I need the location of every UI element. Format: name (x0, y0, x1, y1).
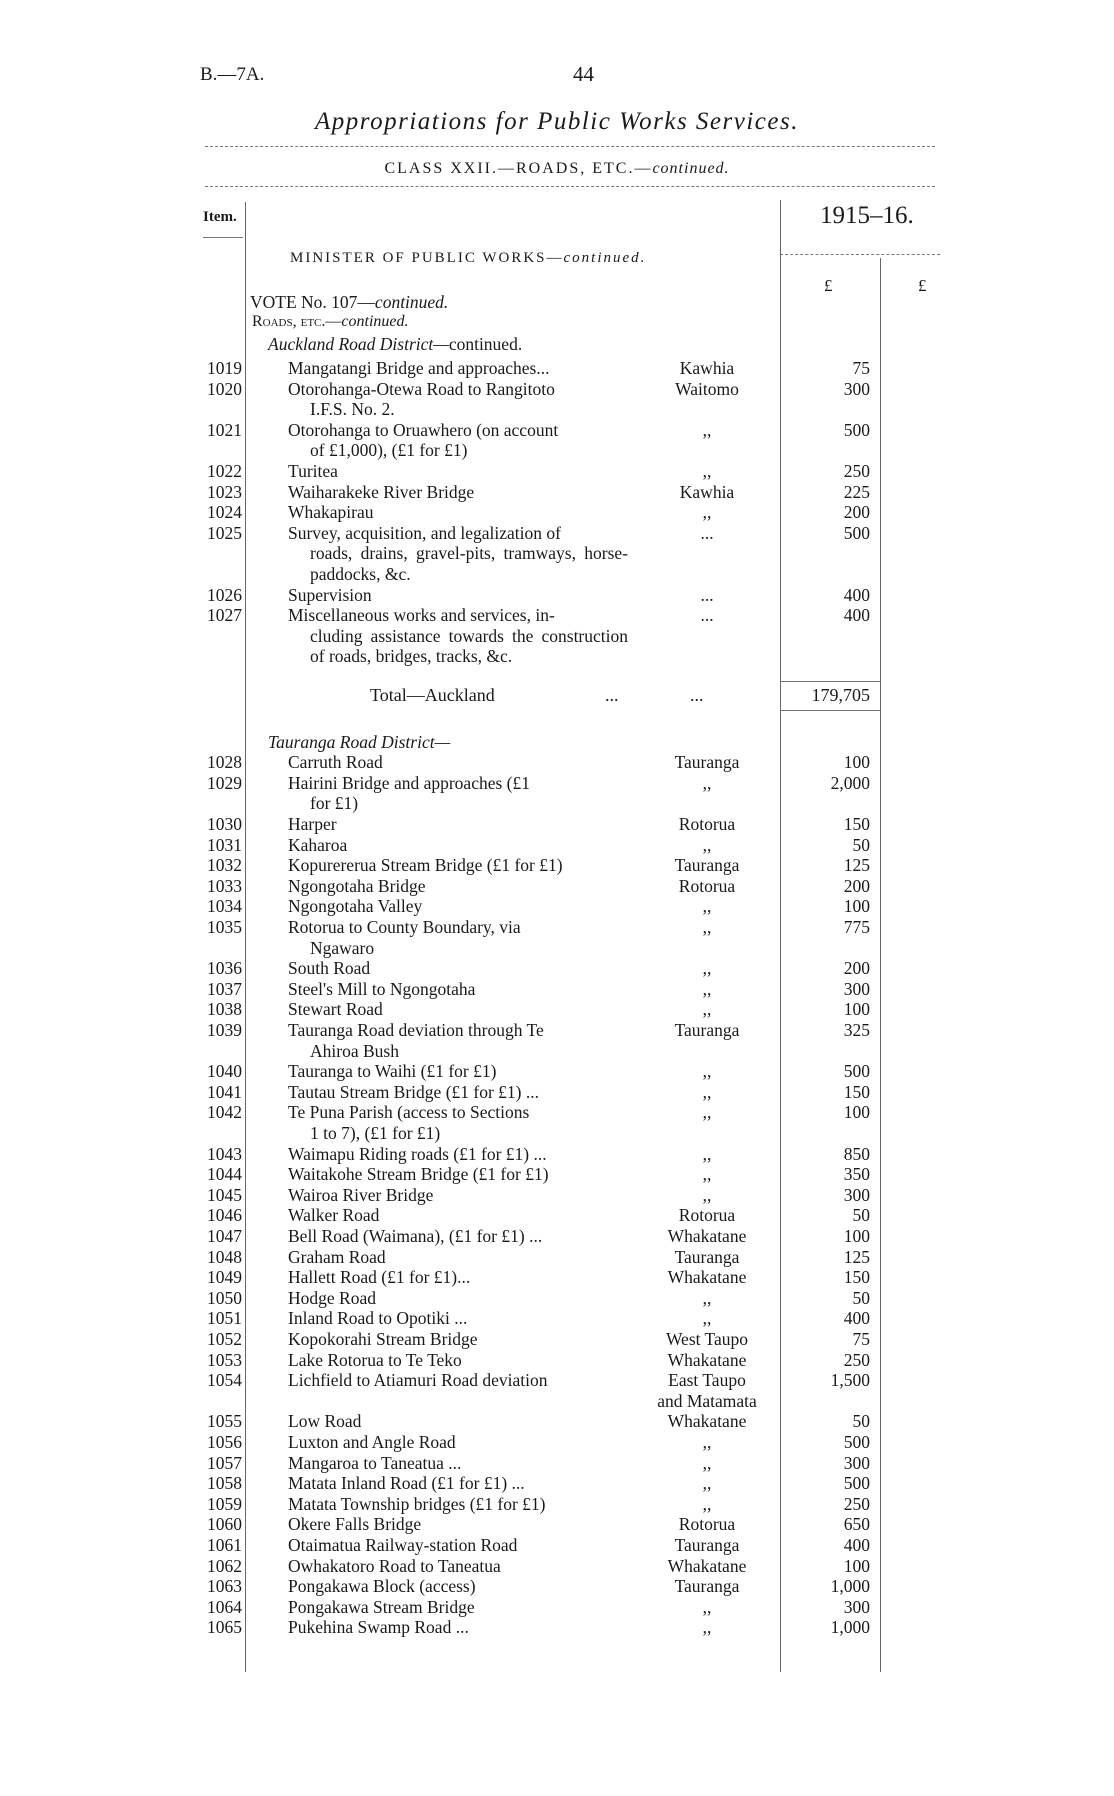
title-rule (205, 146, 935, 147)
item-description (288, 585, 628, 606)
item-description (288, 1164, 628, 1185)
item-description (288, 1617, 628, 1638)
item-location: West Taupo (665, 1329, 749, 1349)
item-location: Kawhia (679, 481, 735, 502)
item-number: 1022 (207, 461, 242, 481)
item-description-text: Pongakawa Block (access) (288, 1576, 476, 1597)
item-description-text: Tauranga to Waihi (£1 for £1) (288, 1061, 497, 1082)
item-description (288, 979, 628, 1000)
item-description (288, 999, 628, 1020)
item-description (288, 1411, 628, 1432)
item-location: ... (700, 584, 714, 605)
item-amount: 400 (843, 584, 870, 605)
item-amount: 1,500 (830, 1370, 870, 1391)
item-description (288, 752, 628, 773)
item-description-text: Ngongotaha Valley (288, 896, 423, 917)
item-description (288, 461, 628, 482)
item-number: 1054 (207, 1370, 242, 1391)
item-description-text: Miscellaneous works and services, in- (288, 605, 555, 626)
item-description-continued: Ahiroa Bush (310, 1040, 399, 1061)
item-description (288, 876, 628, 897)
item-description-text: Pukehina Swamp Road ... (288, 1617, 469, 1638)
roads-heading: Roads, etc.—continued. (252, 313, 409, 330)
item-description (288, 1308, 628, 1329)
item-description-text: Luxton and Angle Road (288, 1432, 456, 1452)
item-number: 1061 (207, 1535, 242, 1555)
item-amount: 75 (852, 1329, 870, 1349)
item-number: 1058 (207, 1473, 242, 1494)
item-location: East Taupo (668, 1370, 746, 1391)
year-header: 1915–16. (820, 202, 914, 229)
item-amount: 500 (843, 522, 870, 543)
item-description (288, 1082, 628, 1103)
item-amount: 50 (852, 834, 870, 855)
item-location: Whakatane (667, 1267, 747, 1288)
item-location: ,, (702, 419, 712, 440)
item-location: Whakatane (667, 1411, 747, 1432)
item-location: ,, (702, 1143, 712, 1164)
item-location: Tauranga (674, 855, 740, 876)
item-number: 1030 (207, 814, 242, 834)
item-location: ,, (702, 999, 712, 1020)
item-number: 1044 (207, 1164, 242, 1185)
item-description (288, 1350, 628, 1371)
item-header-rule (203, 237, 243, 238)
item-location: ,, (702, 772, 712, 793)
item-location: ,, (702, 834, 712, 855)
item-number: 1053 (207, 1349, 242, 1370)
tauranga-district-heading: Tauranga Road District— (268, 731, 451, 752)
item-location: ,, (702, 1164, 712, 1185)
year-rule (780, 254, 940, 255)
item-description-text: Survey, acquisition, and legalization of (288, 522, 561, 543)
item-description (288, 1535, 628, 1556)
total-leader-1: ... (605, 685, 619, 705)
item-amount: 100 (843, 1226, 870, 1246)
item-number: 1057 (207, 1452, 242, 1473)
item-description-text: Waitakohe Stream Bridge (£1 for £1) (288, 1164, 549, 1185)
item-description-text: Kopokorahi Stream Bridge (288, 1329, 478, 1349)
total-leader-2: ... (690, 685, 704, 705)
item-amount: 100 (843, 896, 870, 917)
item-amount: 775 (843, 917, 870, 937)
item-amount: 400 (843, 605, 870, 626)
item-number: 1064 (207, 1596, 242, 1617)
item-number: 1034 (207, 896, 242, 917)
item-number: 1028 (207, 752, 242, 773)
item-number: 1046 (207, 1205, 242, 1226)
item-location: ,, (702, 1308, 712, 1329)
item-description-text: Matata Inland Road (£1 for £1) ... (288, 1473, 525, 1494)
item-description-text: Lake Rotorua to Te Teko (288, 1349, 462, 1370)
item-amount: 300 (843, 1596, 870, 1617)
item-location: Tauranga (674, 1576, 740, 1597)
item-number: 1065 (207, 1617, 242, 1638)
item-amount: 100 (843, 1102, 870, 1123)
item-number: 1050 (207, 1287, 242, 1308)
item-description (288, 1370, 628, 1391)
item-description-text: Otorohanga to Oruawhero (on account (288, 419, 559, 440)
item-number: 1049 (207, 1267, 242, 1288)
item-number: 1037 (207, 978, 242, 999)
page-title: Appropriations for Public Works Services. (315, 108, 799, 135)
item-number: 1020 (207, 378, 242, 399)
item-number: 1047 (207, 1226, 242, 1246)
item-description-text: Owhakatoro Road to Taneatua (288, 1555, 501, 1576)
item-location: Tauranga (674, 1246, 740, 1267)
item-description (288, 1267, 628, 1288)
item-description-text: Kaharoa (288, 834, 348, 855)
item-description (288, 814, 628, 835)
item-number: 1055 (207, 1411, 242, 1432)
item-description-text: Waimapu Riding roads (£1 for £1) ... (288, 1143, 547, 1164)
item-description (288, 1144, 628, 1165)
item-description (288, 1494, 628, 1515)
item-amount: 200 (843, 958, 870, 979)
item-number: 1039 (207, 1020, 242, 1040)
item-description-text: Walker Road (288, 1205, 380, 1226)
item-description-text: Stewart Road (288, 999, 383, 1020)
item-location: Whakatane (667, 1349, 747, 1370)
item-description (288, 1226, 628, 1247)
item-amount: 250 (843, 461, 870, 481)
item-number: 1026 (207, 584, 242, 605)
item-location: ,, (702, 1493, 712, 1514)
item-amount: 50 (852, 1287, 870, 1308)
item-amount: 100 (843, 999, 870, 1020)
item-number: 1019 (207, 358, 242, 378)
item-number: 1051 (207, 1308, 242, 1329)
item-description (288, 358, 628, 379)
item-location: ,, (702, 1596, 712, 1617)
item-description-continued: I.F.S. No. 2. (310, 399, 395, 420)
item-amount: 500 (843, 1473, 870, 1494)
item-description-text: Mangaroa to Taneatua ... (288, 1452, 462, 1473)
item-description-text: Matata Township bridges (£1 for £1) (288, 1493, 546, 1514)
item-number: 1045 (207, 1184, 242, 1205)
document-reference: B.—7A. (200, 64, 265, 85)
item-description (288, 896, 628, 917)
item-number: 1025 (207, 522, 242, 543)
item-description-text: Harper (288, 814, 337, 834)
total-label: Total—Auckland (370, 685, 495, 705)
item-amount: 225 (843, 481, 870, 502)
item-amount: 1,000 (830, 1617, 870, 1638)
item-description-continued: for £1) (310, 793, 359, 814)
item-description (288, 1453, 628, 1474)
item-amount: 75 (852, 358, 870, 378)
item-description (288, 1473, 628, 1494)
item-number: 1035 (207, 917, 242, 937)
item-amount: 500 (843, 1061, 870, 1082)
item-location: ,, (702, 1061, 712, 1082)
page-number: 44 (573, 62, 594, 86)
item-amount: 250 (843, 1349, 870, 1370)
total-column-rule (880, 258, 881, 1672)
item-description (288, 917, 628, 958)
item-amount: 500 (843, 419, 870, 440)
item-description-text: Supervision (288, 584, 372, 605)
item-description-text: South Road (288, 958, 371, 979)
item-description-text: Te Puna Parish (access to Sections (288, 1102, 530, 1123)
item-description (288, 379, 628, 420)
item-number: 1041 (207, 1081, 242, 1102)
item-amount: 100 (843, 1555, 870, 1576)
item-location: ,, (702, 1102, 712, 1123)
item-description (288, 1247, 628, 1268)
item-amount: 150 (843, 1267, 870, 1288)
class-heading: CLASS XXII.—ROADS, ETC.—continued. (384, 160, 730, 177)
item-location: ,, (702, 1452, 712, 1473)
item-location: ,, (702, 896, 712, 917)
item-amount: 200 (843, 502, 870, 523)
item-number: 1052 (207, 1329, 242, 1349)
item-description-text: Steel's Mill to Ngongotaha (288, 978, 476, 999)
item-location: ,, (702, 958, 712, 979)
item-description-text: Otorohanga-Otewa Road to Rangitoto (288, 378, 555, 399)
item-description (288, 1432, 628, 1453)
item-number: 1042 (207, 1102, 242, 1123)
item-description (288, 523, 628, 585)
item-description (288, 1576, 628, 1597)
item-number: 1056 (207, 1432, 242, 1452)
item-location: ,, (702, 1184, 712, 1205)
item-location: ,, (702, 978, 712, 999)
item-description-continued: cluding assistance towards the construction of roads, bridges, tracks, &c. (310, 625, 628, 667)
item-amount: 150 (843, 814, 870, 834)
item-description (288, 605, 628, 667)
pound-column-2: £ (918, 276, 927, 295)
item-amount: 850 (843, 1143, 870, 1164)
item-amount: 300 (843, 978, 870, 999)
item-description (288, 1205, 628, 1226)
item-description-text: Inland Road to Opotiki ... (288, 1308, 468, 1329)
item-location: Rotorua (678, 814, 736, 834)
item-location: Kawhia (679, 358, 735, 378)
item-description (288, 835, 628, 856)
item-location: ,, (702, 1617, 712, 1638)
item-description (288, 958, 628, 979)
item-description-text: Otaimatua Railway-station Road (288, 1535, 518, 1555)
item-number: 1063 (207, 1576, 242, 1597)
item-description (288, 502, 628, 523)
item-description-text: Bell Road (Waimana), (£1 for £1) ... (288, 1226, 543, 1246)
item-description-text: Hairini Bridge and approaches (£1 (288, 772, 531, 793)
item-location: ,, (702, 917, 712, 937)
item-number: 1032 (207, 855, 242, 876)
item-description (288, 420, 628, 461)
item-column-rule (245, 202, 246, 1672)
item-description-text: Carruth Road (288, 752, 383, 773)
item-number: 1036 (207, 958, 242, 979)
item-location: Tauranga (674, 752, 740, 773)
item-number: 1038 (207, 999, 242, 1020)
item-description-continued: of £1,000), (£1 for £1) (310, 440, 468, 461)
item-amount: 250 (843, 1493, 870, 1514)
item-description-text: Low Road (288, 1411, 362, 1432)
item-description (288, 1185, 628, 1206)
item-description-text: Graham Road (288, 1246, 386, 1267)
item-description (288, 855, 628, 876)
item-amount: 150 (843, 1081, 870, 1102)
item-amount: 325 (843, 1020, 870, 1040)
item-location-continued: and Matamata (657, 1390, 757, 1411)
item-description (288, 482, 628, 503)
item-description-text: Pongakawa Stream Bridge (288, 1596, 475, 1617)
item-amount: 200 (843, 875, 870, 896)
item-amount: 125 (843, 855, 870, 876)
item-description-text: Waiharakeke River Bridge (288, 481, 475, 502)
item-location: ,, (702, 1081, 712, 1102)
auckland-total-amount: 179,705 (811, 685, 870, 705)
pound-column-1: £ (824, 276, 833, 295)
item-description-text: Wairoa River Bridge (288, 1184, 434, 1205)
item-location: ,, (702, 1473, 712, 1494)
item-description-text: Turitea (288, 461, 338, 481)
item-location: ,, (702, 502, 712, 523)
item-number: 1043 (207, 1143, 242, 1164)
item-description (288, 1556, 628, 1577)
item-description-text: Whakapirau (288, 502, 374, 523)
item-location: Rotorua (678, 1205, 736, 1226)
item-description-text: Lichfield to Atiamuri Road deviation (288, 1370, 548, 1391)
item-location: Rotorua (678, 1514, 736, 1535)
item-location: Rotorua (678, 875, 736, 896)
item-number: 1062 (207, 1555, 242, 1576)
item-description (288, 1020, 628, 1061)
item-location: ... (700, 605, 714, 626)
minister-heading: MINISTER OF PUBLIC WORKS—continued. (290, 250, 647, 266)
item-description-continued: 1 to 7), (£1 for £1) (310, 1122, 441, 1143)
item-description-continued: roads, drains, gravel-pits, tramways, horse-paddocks, &c. (310, 543, 628, 584)
item-description-continued: Ngawaro (310, 937, 375, 958)
item-description-text: Okere Falls Bridge (288, 1514, 422, 1535)
item-amount: 400 (843, 1308, 870, 1329)
item-location: Whakatane (667, 1226, 747, 1246)
item-description (288, 1329, 628, 1350)
item-description (288, 1597, 628, 1618)
item-number: 1031 (207, 834, 242, 855)
item-description-text: Rotorua to County Boundary, via (288, 917, 521, 937)
item-description-text: Mangatangi Bridge and approaches... (288, 358, 550, 378)
item-description-text: Tautau Stream Bridge (£1 for £1) ... (288, 1081, 539, 1102)
item-number: 1040 (207, 1061, 242, 1082)
item-number: 1024 (207, 502, 242, 523)
item-column-header: Item. (203, 209, 237, 225)
item-location: ... (700, 522, 714, 543)
item-location: Tauranga (674, 1535, 740, 1555)
item-amount: 100 (843, 752, 870, 773)
item-description-text: Kopurererua Stream Bridge (£1 for £1) (288, 855, 563, 876)
item-amount: 350 (843, 1164, 870, 1185)
item-amount: 1,000 (830, 1576, 870, 1597)
item-number: 1027 (207, 605, 242, 626)
item-amount: 400 (843, 1535, 870, 1555)
item-amount: 300 (843, 1452, 870, 1473)
item-description-text: Hallett Road (£1 for £1)... (288, 1267, 471, 1288)
item-number: 1059 (207, 1493, 242, 1514)
item-location: ,, (702, 461, 712, 481)
item-amount: 650 (843, 1514, 870, 1535)
item-location: ,, (702, 1432, 712, 1452)
item-description (288, 1102, 628, 1143)
item-number: 1023 (207, 481, 242, 502)
item-amount: 125 (843, 1246, 870, 1267)
total-underline (780, 710, 880, 711)
item-amount: 2,000 (830, 772, 870, 793)
item-description-text: Ngongotaha Bridge (288, 875, 426, 896)
item-description (288, 1514, 628, 1535)
district-heading: Auckland Road District—continued. (268, 334, 523, 354)
item-description (288, 1061, 628, 1082)
item-description (288, 1288, 628, 1309)
item-description-text: Tauranga Road deviation through Te (288, 1020, 544, 1040)
item-amount: 50 (852, 1205, 870, 1226)
vote-heading: VOTE No. 107—continued. (250, 292, 449, 312)
item-location: Whakatane (667, 1555, 747, 1576)
item-location: Waitomo (675, 378, 739, 399)
class-rule (205, 186, 935, 187)
item-number: 1048 (207, 1246, 242, 1267)
item-location: ,, (702, 1287, 712, 1308)
item-amount: 500 (843, 1432, 870, 1452)
item-number: 1060 (207, 1514, 242, 1535)
item-amount: 300 (843, 1184, 870, 1205)
item-number: 1033 (207, 875, 242, 896)
item-description-text: Hodge Road (288, 1287, 376, 1308)
item-amount: 300 (843, 378, 870, 399)
item-description (288, 773, 628, 814)
item-amount: 50 (852, 1411, 870, 1432)
item-location: Tauranga (674, 1020, 740, 1040)
total-rule (780, 681, 880, 682)
item-number: 1021 (207, 419, 242, 440)
item-number: 1029 (207, 772, 242, 793)
